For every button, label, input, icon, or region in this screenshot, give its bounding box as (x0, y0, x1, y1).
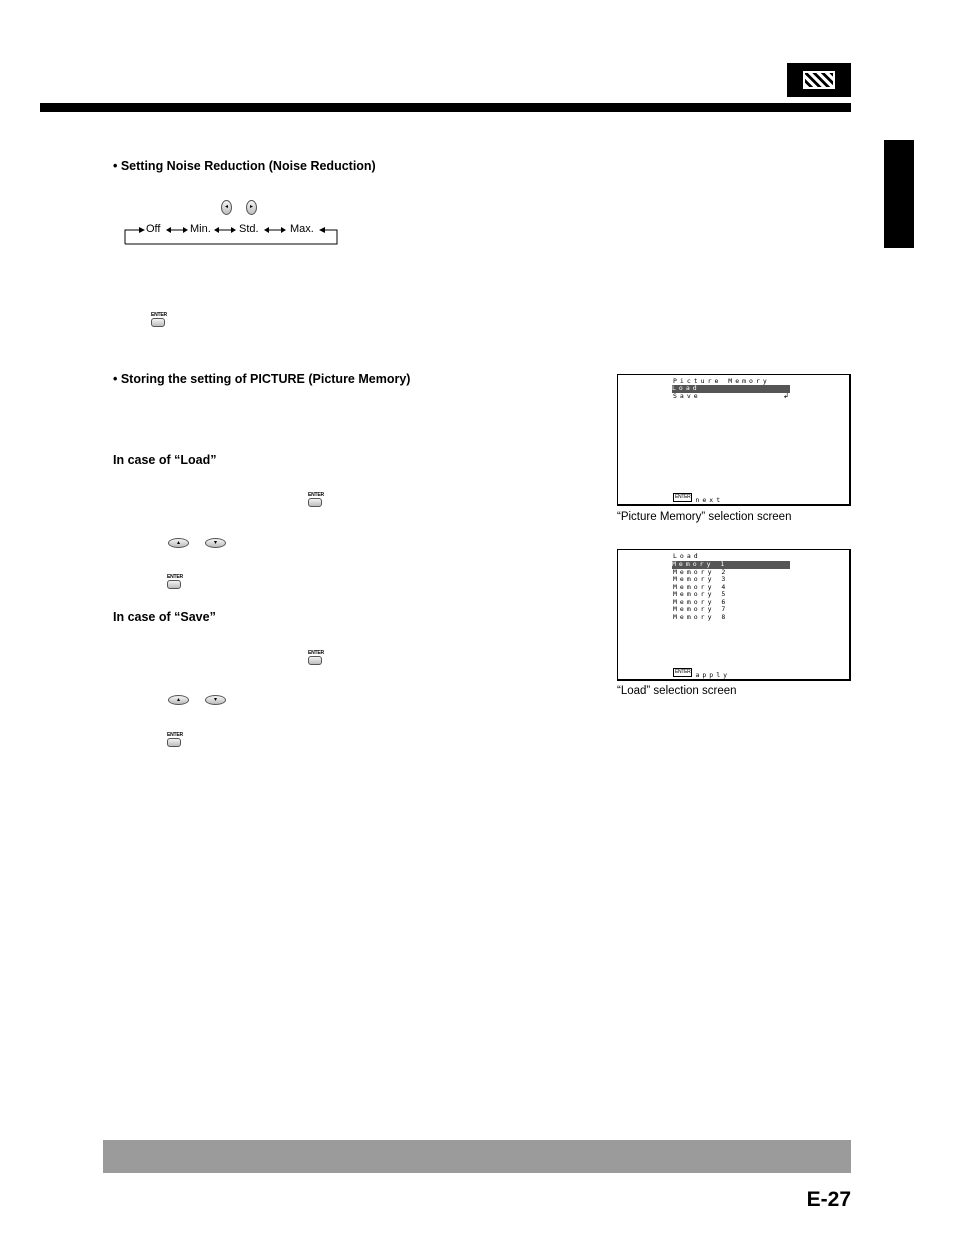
cycle-std: Std. (239, 223, 259, 235)
footer-bar (103, 1140, 851, 1173)
return-icon: ↲ (783, 393, 789, 400)
cycle-max: Max. (290, 223, 314, 235)
left-arrow-button-icon: ◂ (221, 200, 232, 215)
osd-footer-text: apply (695, 671, 731, 679)
cycle-off: Off (146, 223, 161, 235)
osd-footer-text: next (695, 496, 724, 504)
down-arrow-button-icon: ▾ (205, 695, 226, 705)
osd-memory-item: Memory 3 (673, 575, 729, 583)
enter-tag: ENTER (675, 669, 691, 676)
language-side-tab (884, 140, 914, 248)
load-heading: In case of “Load” (113, 453, 217, 467)
load-screen (617, 549, 851, 681)
picture-memory-screen-caption: “Picture Memory” selection screen (617, 511, 792, 523)
enter-key-icon: ENTER (151, 312, 167, 327)
picture-memory-screen (617, 374, 851, 506)
double-arrow-icon (214, 227, 236, 233)
up-arrow-button-icon: ▴ (168, 695, 189, 705)
double-arrow-icon (264, 227, 286, 233)
noise-reduction-heading: • Setting Noise Reduction (Noise Reduction) (113, 159, 376, 173)
enter-tag: ENTER (675, 494, 691, 501)
osd-memory-item: Memory 2 (673, 567, 729, 576)
osd-memory-list (672, 561, 790, 621)
osd-memory-item: Memory 1 (672, 561, 790, 569)
osd-memory-item: Memory 7 (673, 605, 729, 613)
down-arrow-button-icon: ▾ (205, 538, 226, 548)
osd-footer (673, 664, 730, 682)
enter-key-icon: ENTER (308, 650, 324, 665)
double-arrow-icon (166, 227, 188, 233)
osd-memory-item: Memory 8 (673, 612, 729, 621)
osd-item-save: Save (673, 392, 701, 400)
osd-memory-item: Memory 6 (673, 597, 729, 606)
header-rule (40, 103, 851, 112)
osd-footer (673, 489, 723, 507)
osd-item-load: Load (672, 385, 790, 393)
page-number: E-27 (806, 1188, 851, 1211)
enter-key-icon: ENTER (308, 492, 324, 507)
osd-title: Picture Memory (673, 377, 770, 385)
osd-title: Load (673, 552, 701, 560)
load-screen-caption: “Load” selection screen (617, 685, 737, 697)
osd-memory-item: Memory 5 (673, 590, 729, 598)
save-heading: In case of “Save” (113, 610, 216, 624)
up-arrow-button-icon: ▴ (168, 538, 189, 548)
osd-memory-item: Memory 4 (673, 582, 729, 591)
cycle-min: Min. (190, 223, 211, 235)
brand-logo (787, 63, 851, 97)
right-arrow-button-icon: ▸ (246, 200, 257, 215)
enter-key-icon: ENTER (167, 574, 183, 589)
enter-key-icon: ENTER (167, 732, 183, 747)
picture-memory-heading: • Storing the setting of PICTURE (Picture Memory) (113, 372, 411, 386)
